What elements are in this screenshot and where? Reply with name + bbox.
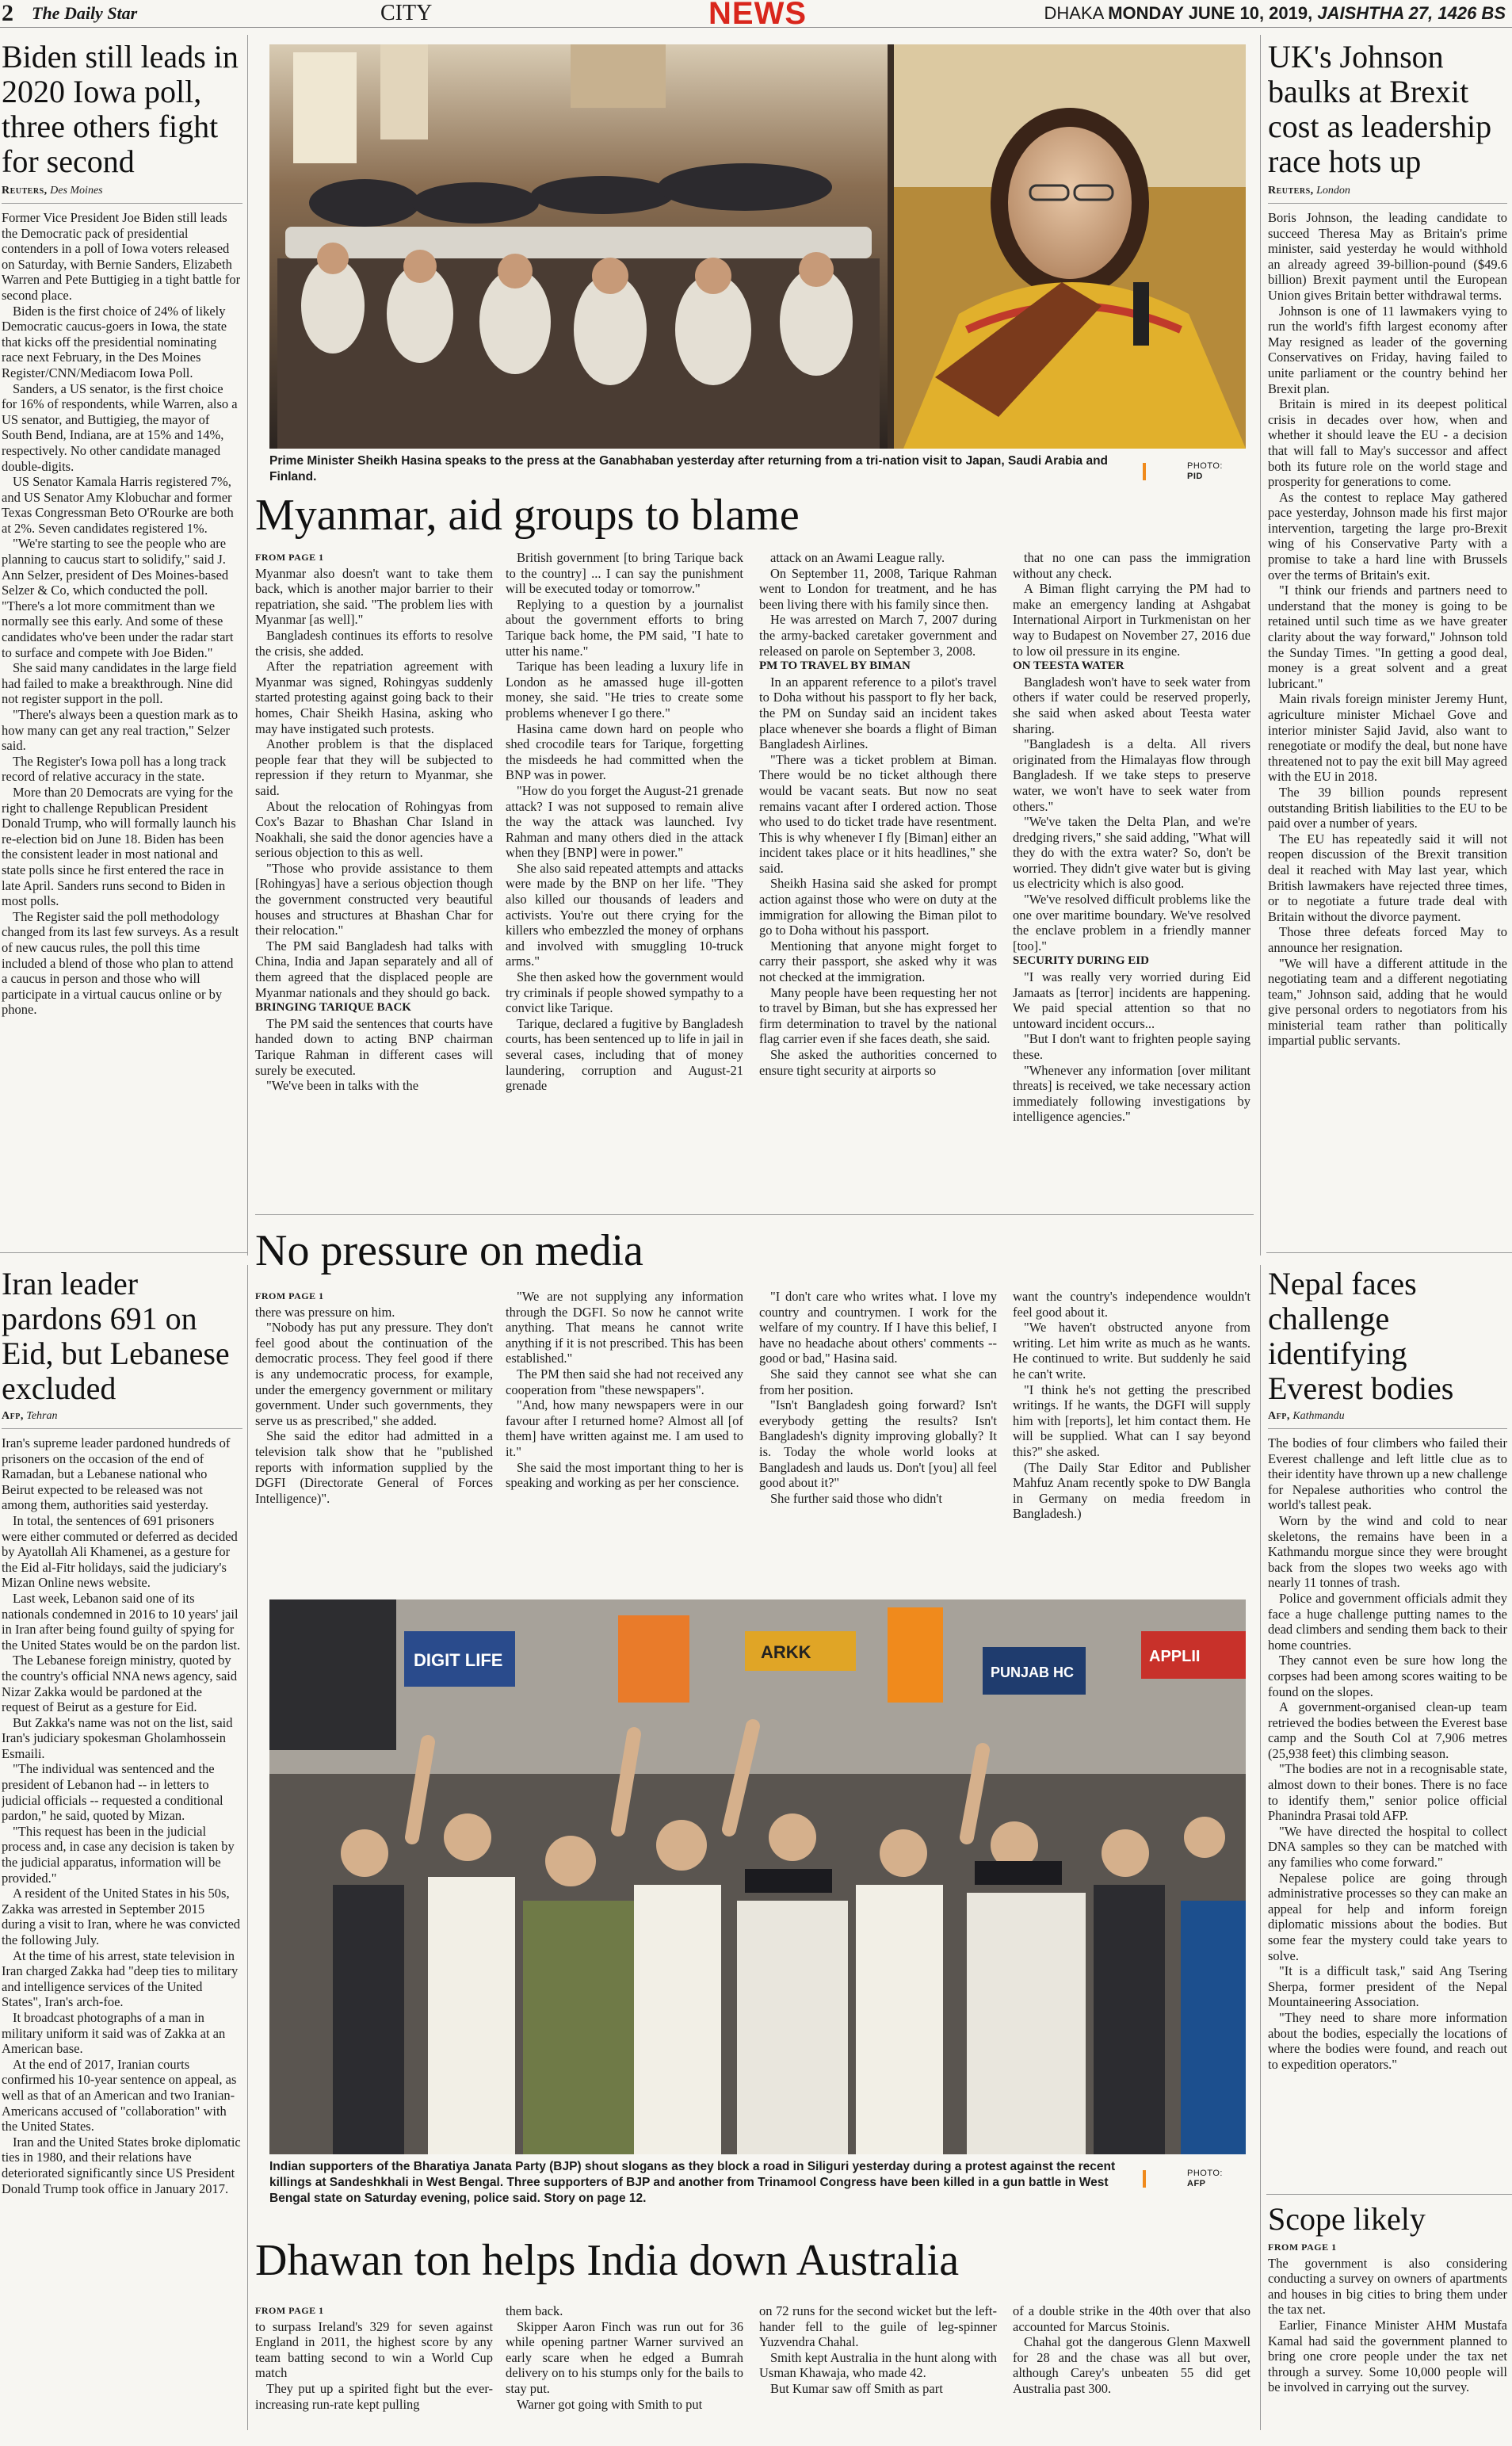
- column-rule: [247, 1265, 248, 2430]
- shop-sign-appli: APPLII: [1149, 1648, 1201, 1665]
- paragraph: (The Daily Star Editor and Publisher Mahfuz Anam recently spoke to DW Bangla in Germany on media freedom in Bangladesh.): [1013, 1459, 1250, 1522]
- paragraph: "Isn't Bangladesh going forward? Isn't everybody getting the results? Isn't Bangladesh's dignity improving globally? It is. Today the whole world looks at Bangladesh and lauds us. Don't [you] all feel good about it?": [759, 1397, 997, 1491]
- paragraph: "There's always been a question mark as to how many can get any real traction," Selzer said.: [2, 707, 239, 754]
- shop-sign-arkk: ARKK: [761, 1642, 811, 1662]
- paragraph: Nepalese police are going through administrative processes so they can make an appeal for help and inform foreign diplomatic missions about the bodies. But some fear the mystery could take years to solve.: [1268, 1870, 1507, 1963]
- byline-rule: [2, 203, 242, 204]
- paragraph: Another problem is that the displaced people fear that they will be subjected to repression if they return to Myanmar, she said.: [255, 736, 493, 798]
- paragraph: "Nobody has put any pressure. They don't feel good about the continuation of the democratic process. They feel good if there is any undemocratic process, for example, under the emergency government or military government. Under such governments, they serve us as prescribed," she added.: [255, 1320, 493, 1428]
- paragraph: She asked the authorities concerned to ensure tight security at airports so: [759, 1047, 997, 1078]
- body-media-col-4: [1013, 1289, 1250, 1590]
- paragraph: A Biman flight carrying the PM had to make an emergency landing at Ashgabat International Airport in Turkmenistan on her way to Budapest on November 27, 2016 due to low oil pressure in its engine.: [1013, 581, 1250, 659]
- paragraph: want the country's independence wouldn't feel good about it.: [1013, 1289, 1250, 1320]
- byline-nepal: Afp, Kathmandu: [1268, 1410, 1345, 1422]
- paragraph: Tarique, declared a fugitive by Bangladesh courts, has been sentenced up to life in jail in several cases, including that of money laundering, corruption and August-21 grenade: [506, 1015, 743, 1094]
- headline-media: No pressure on media: [255, 1226, 643, 1275]
- paragraph: on 72 runs for the second wicket but the left-hander fell to the guile of leg-spinner Yuzvendra Chahal.: [759, 2303, 997, 2350]
- paragraph: Bangladesh won't have to seek water from others if water could be reserved properly, she said when asked about Teesta water sharing.: [1013, 674, 1250, 736]
- column-rule: [1260, 1265, 1261, 2430]
- paragraph: After the repatriation agreement with Myanmar was signed, Rohingyas suddenly started protesting against going back to their homes, Chair Sheikh Hasina, asking who may have instigated such protests.: [255, 659, 493, 736]
- paragraph: "They need to share more information about the bodies, especially the locations of where the bodies were found, and reach out to expedition operators.": [1268, 2009, 1507, 2072]
- paragraph: "And, how many newspapers were in our favour after I returned home? Almost all [of them] have written against me. I am used to it.": [506, 1397, 743, 1459]
- paragraph: "We've been in talks with the: [266, 1078, 419, 1094]
- paragraph: them back.: [506, 2303, 563, 2318]
- article-uk: [1268, 40, 1507, 1240]
- paragraph: Warner got going with Smith to put: [517, 2396, 703, 2412]
- paragraph: In total, the sentences of 691 prisoners were either commuted or deferred as decided by Ayatollah Ali Khamenei, as a gesture for the Eid al-Fitr holidays, said the judiciary's Mizan Online news website.: [2, 1512, 238, 1591]
- body-myanmar-col-4: [1013, 550, 1250, 1208]
- paragraph: The Lebanese foreign ministry, quoted by the country's official NNA news agency, said Nizar Zakka would be pardoned at the request of Beirut as a gesture for Eid.: [2, 1653, 238, 1715]
- subheading: SECURITY DURING EID: [1013, 954, 1149, 968]
- paragraph: Skipper Aaron Finch was run out for 36 while opening partner Warner survived an early scare when he edged a Bumrah delivery on to his stumps only for the bails to stay put.: [506, 2318, 743, 2396]
- paragraph: to surpass Ireland's 329 for seven against England in 2011, the highest score by any team batting second to win a World Cup match: [255, 2318, 493, 2381]
- paragraph: Last week, Lebanon said one of its nationals condemned in 2016 to 10 years' jail in Iran after being found guilty of spying for the United States would be on the pardon list.: [2, 1590, 241, 1653]
- body-uk: [1268, 210, 1507, 1240]
- body-nepal: [1268, 1435, 1507, 2196]
- headline-biden: Biden still leads in 2020 Iowa poll, three others fight for second: [2, 39, 239, 179]
- paragraph: US Senator Kamala Harris registered 7%, and US Senator Amy Klobuchar and former Texas Congressman Beto O'Rourke are both at 2%. Seven candidates registered 1%.: [2, 474, 234, 536]
- paragraph: "We are not supplying any information through the DGFI. So now he cannot write anything. That means he cannot write anything if it is not prescribed. This has been established.": [506, 1289, 743, 1366]
- paragraph: Former Vice President Joe Biden still leads the Democratic pack of presidential contenders in a poll of Iowa voters released on Saturday, with Bernie Sanders, Elizabeth Warren and Pete Buttigieg in a tight battle for second place.: [2, 210, 241, 303]
- from-page-label: FROM PAGE 1: [1268, 2242, 1337, 2253]
- paragraph: "It is a difficult task," said Ang Tsering Sherpa, former president of the Nepal Mountaineering Association.: [1268, 1963, 1507, 2010]
- paragraph: As the contest to replace May gathered pace yesterday, Johnson made his first major intervention, targeting the large pro-Brexit wing of his Conservative Party with a promise to take a hard line with Brussels over the terms of Britain's exit.: [1268, 489, 1507, 583]
- paragraph: The bodies of four climbers who failed their Everest challenge and left little clue as to their identity have thrown up a new challenge for Nepalese authorities who control the world's tallest peak.: [1268, 1435, 1507, 1513]
- paragraph: They put up a spirited fight but the ever-increasing run-rate kept pulling: [255, 2380, 493, 2412]
- paragraph: She also said repeated attempts and attacks were made by the BNP on her life. "They also killed our thousands of leaders and activists. You're out there crying for the killers who embezzled the money of orphans and involved with smuggling 10-truck arms.": [506, 860, 743, 969]
- dateline: DHAKA MONDAY JUNE 10, 2019, JAISHTHA 27, 1426 BS: [1044, 3, 1506, 23]
- subheading: ON TEESTA WATER: [1013, 659, 1124, 673]
- paragraph: "We've resolved difficult problems like the one over maritime boundary. We've resolved the enclave problem in a friendly manner [too].": [1013, 892, 1250, 954]
- column-rule: [1260, 35, 1261, 1255]
- paragraph: Chahal got the dangerous Glenn Maxwell for 28 and the chase was all but over, although Carey's unbeaten 55 did get Australia past 300.: [1013, 2334, 1250, 2396]
- paragraph: "The bodies are not in a recognisable state, almost down to their bones. There is no face to identify them," senior police official Phanindra Prasai told AFP.: [1268, 1761, 1507, 1824]
- paper-name-logo: The Daily Star: [32, 3, 138, 23]
- paragraph: A government-organised clean-up team retrieved the bodies between the Everest base camp and the South Col at 7,906 metres (25,938 feet) this climbing season.: [1268, 1699, 1507, 1761]
- photo-credit-bar: [1143, 2170, 1146, 2188]
- paragraph: "We've taken the Delta Plan, and we're dredging rivers," she said adding, "What will they do with the extra water? So, don't be worried. They didn't give water but is giving us electricity which is also good.: [1013, 814, 1250, 892]
- paragraph: Those three defeats forced May to announce her resignation.: [1268, 924, 1507, 955]
- from-page-label: FROM PAGE 1: [255, 552, 324, 563]
- paragraph: "I don't care who writes what. I love my country and countrymen. I work for the welfare of my country. If I have this belief, I have no headache about others' comments -- good or bad," Hasina said.: [759, 1289, 997, 1366]
- paragraph: Hasina came down hard on people who shed crocodile tears for Tarique, forgetting the misdeeds he had committed when the BNP was in power.: [506, 720, 743, 783]
- photo-credit-2: PHOTO: AFP: [1187, 2169, 1223, 2188]
- paragraph: Replying to a question by a journalist about the government efforts to bring Tarique back home, the PM said, "I hate to utter his name.": [506, 596, 743, 659]
- body-myanmar-col-1: [255, 550, 493, 1208]
- paragraph: The PM said the sentences that courts have handed down to acting BNP chairman Tarique Rahman in different cases will surely be executed.: [255, 1015, 493, 1078]
- page-number: 2: [2, 0, 13, 26]
- body-iran: [2, 1435, 241, 2371]
- byline-biden: Reuters, Des Moines: [2, 185, 103, 197]
- byline-rule: [1268, 1428, 1507, 1429]
- paragraph: Many people have been requesting her not to travel by Biman, but she has expressed her firm determination to travel by the national flag carrier even if she faces death, she said.: [759, 984, 997, 1047]
- article-iran: [2, 1267, 242, 2371]
- paragraph: Britain is mired in its deepest political crisis in decades over how, when and whether it should leave the EU - a decision that will fall to May's successor and affect both its future role on the world stage and prosperity for generations to come.: [1268, 396, 1507, 490]
- paragraph: The PM then said she had not received any cooperation from "these newspapers".: [506, 1366, 743, 1397]
- paragraph: Smith kept Australia in the hunt along with Usman Khawaja, who made 42.: [759, 2349, 997, 2381]
- paragraph: He was arrested on March 7, 2007 during the army-backed caretaker government and released on parole on September 3, 2008.: [759, 612, 997, 659]
- body-dhawan-col-2: [506, 2303, 743, 2436]
- subheading: BRINGING TARIQUE BACK: [255, 1001, 411, 1015]
- paragraph: The 39 billion pounds represent outstanding British liabilities to the EU to be paid over a number of years.: [1268, 784, 1507, 831]
- body-scope: [1268, 2240, 1507, 2446]
- byline-iran: Afp, Tehran: [2, 1410, 58, 1422]
- paragraph: Main rivals foreign minister Jeremy Hunt, agriculture minister Michael Gove and interior minister Sajid Javid, also want to renegotiate or modify the deal, but none have threatened not to pay the exit bill May agreed with the EU in 2018.: [1268, 691, 1507, 785]
- body-biden: [2, 210, 241, 1240]
- shop-sign-digitlife: DIGIT LIFE: [414, 1650, 503, 1670]
- paragraph: About the relocation of Rohingyas from Cox's Bazar to Bhashan Char Island in Noakhali, she said the donor agencies have a serious objection to this as well.: [255, 798, 493, 861]
- paragraph: "I think our friends and partners need to understand that the money is going to be retained until such time as we have greater clarity about the way forward," Johnson told the Sunday Times. "In getting a good deal, money is a great solvent and a great lubricant.": [1268, 583, 1507, 691]
- masthead: [0, 0, 1512, 31]
- body-media-col-3: [759, 1289, 997, 1590]
- from-page-label: FROM PAGE 1: [255, 1290, 324, 1301]
- caption-photo-2: Indian supporters of the Bharatiya Janata Party (BJP) shout slogans as they block a road in Siliguri yesterday during a protest against the recent killings at Sandeshkhali in West Bengal. Three supporters of BJP and another from Trinamool Congress have been killed in a gun battle in West Bengal state on Saturday evening, police said. Story on page 12.: [269, 2160, 1116, 2205]
- photo-credit-1: PHOTO: PID: [1187, 461, 1223, 481]
- paragraph: "The individual was sentenced and the president of Lebanon had -- in letters to judicial officials -- requested a conditional pardon," he said, quoted by Mizan.: [2, 1761, 223, 1824]
- paragraph: attack on an Awami League rally.: [770, 550, 945, 565]
- article-biden: [2, 40, 242, 1240]
- shop-sign-punjab: PUNJAB HC: [991, 1664, 1075, 1680]
- byline-rule: [2, 1428, 242, 1429]
- paragraph: "I think he's not getting the prescribed writings. If he wants, the DGFI will supply him with [reports], let him contact them. He will be supplied. What can I say beyond this?" she asked.: [1013, 1382, 1250, 1459]
- news-label: NEWS: [708, 0, 807, 31]
- paragraph: Boris Johnson, the leading candidate to succeed Theresa May as Britain's prime minister, said yesterday he would withhold an already agreed 39-billion-pound ($49.6 billion) Brexit payment until the European Union gives Britain better withdrawal terms.: [1268, 210, 1507, 303]
- photo-bjp-protest: [269, 1599, 1246, 2154]
- headline-iran: Iran leader pardons 691 on Eid, but Lebanese excluded: [2, 1266, 230, 1406]
- section-rule: [255, 1214, 1254, 1215]
- body-media-col-1: [255, 1289, 493, 1590]
- paragraph: The Register's Iowa poll has a long track record of relative accuracy in the state.: [2, 753, 227, 785]
- paragraph: "We have directed the hospital to collect DNA samples so they can be matched with any families who come forward.": [1268, 1823, 1507, 1871]
- paragraph: At the end of 2017, Iranian courts confirmed his 10-year sentence on appeal, as well as that of an American and two Iranian-Americans accused of "collaboration" with the United States.: [2, 2056, 237, 2135]
- paragraph: She said the editor had admitted in a television talk show that he "published reports with information supplied by the DGFI (Directorate General of Forces Intelligence)".: [255, 1428, 493, 1506]
- headline-scope: Scope likely: [1268, 2201, 1426, 2237]
- paragraph: She said many candidates in the large field had failed to make a breakthrough. Nine did not register support in the poll.: [2, 660, 237, 707]
- paragraph: It broadcast photographs of a man in military uniform it said was of Zakka at an American base.: [2, 2009, 226, 2057]
- paragraph: "Whenever any information [over militant threats] is received, we take necessary action immediately following investigations by intelligence agencies.": [1013, 1062, 1250, 1125]
- paragraph: Iran and the United States broke diplomatic ties in 1980, and their relations have deteriorated significantly since US President Donald Trump took office in January 2017.: [2, 2134, 241, 2196]
- paragraph: there was pressure on him.: [255, 1304, 395, 1320]
- paragraph: She said they cannot see what she can from her position.: [759, 1366, 997, 1397]
- article-nepal: [1268, 1267, 1507, 2196]
- paragraph: Worn by the wind and cold to near skeletons, the remains have been in a Kathmandu morgue since they were brought back from the slopes two weeks ago with nearly 11 tonnes of trash.: [1268, 1512, 1507, 1591]
- paragraph: On September 11, 2008, Tarique Rahman went to London for treatment, and he has been living there with his family since then.: [759, 565, 997, 612]
- paragraph: "Those who provide assistance to them [Rohingyas] have a serious objection though the government constructed very beautiful houses and structures at Bhashan Char for their relocation.": [255, 860, 493, 938]
- paragraph: But Kumar saw off Smith as part: [770, 2380, 943, 2396]
- paragraph: Biden is the first choice of 24% of likely Democratic caucus-goers in Iowa, the state that kicks off the presidential nominating race next February, in the Des Moines Register/CNN/Mediacom Iowa Poll.: [2, 303, 227, 380]
- paragraph: that no one can pass the immigration without any check.: [1013, 550, 1250, 581]
- paragraph: "How do you forget the August-21 grenade attack? I was not supposed to remain alive the way the attack was launched. Ivy Rahman and many others died in the attack when they [BNP] were in power.": [506, 782, 743, 861]
- section-rule: [0, 1252, 247, 1253]
- headline-nepal: Nepal faces challenge identifying Everest bodies: [1268, 1266, 1454, 1406]
- body-myanmar-col-3: [759, 550, 997, 1208]
- caption-photo-1: Prime Minister Sheikh Hasina speaks to the press at the Ganabhaban yesterday after returning from a tri-nation visit to Japan, Saudi Arabia and Finland.: [269, 454, 1109, 483]
- column-rule: [247, 35, 248, 1255]
- paragraph: In an apparent reference to a pilot's travel to Doha without his passport to fly her back, the PM on Sunday said an incident takes place whenever she boards a flight of Biman Bangladesh Airlines.: [759, 674, 997, 752]
- body-dhawan-col-3: [759, 2303, 997, 2436]
- body-myanmar-col-2: [506, 550, 743, 1208]
- paragraph: "There was a ticket problem at Biman. There would be no ticket although there would be vacant seats. But now no seat remains vacant after I ordered action. Those who used to do ticket trade have resentment. This is why whenever I fly [Biman] either an incident takes place or it hits headlines," she said.: [759, 751, 997, 876]
- paragraph: The Register said the poll methodology changed from its last few surveys. As a result of new caucus rules, the poll this time included a blend of those who plan to attend a caucus in person and those who will participate in a virtual caucus online or by phone.: [2, 908, 239, 1018]
- paragraph: "We're starting to see the people who are planning to caucus start to solidify," said J. Ann Selzer, president of Des Moines-based Selzer & Co, which conducted the poll. "There's a lot more commitment than we normally see this early. And some of these candidates who've been under the radar start to surface and compete with Joe Biden.": [2, 536, 234, 660]
- paragraph: Johnson is one of 11 lawmakers vying to run the world's fifth largest economy after May resigned as leader of the governing Conservatives on Friday, having failed to unite parliament or the country behind her Brexit plan.: [1268, 303, 1507, 396]
- paragraph: The PM said Bangladesh had talks with China, India and Japan separately and all of them agreed that the displaced people are Myanmar nationals and they should go back.: [255, 938, 493, 1000]
- section-label: CITY: [380, 1, 433, 25]
- section-rule: [1266, 1252, 1512, 1253]
- paragraph: At the time of his arrest, state television in Iran charged Zakka had "deep ties to military and intelligence services of the United States", Iran's arch-foe.: [2, 1947, 239, 2010]
- paragraph: "But I don't want to frighten people saying these.: [1013, 1031, 1250, 1062]
- headline-dhawan: Dhawan ton helps India down Australia: [255, 2236, 960, 2285]
- paragraph: But Zakka's name was not on the list, said Iran's judiciary spokesman Gholamhossein Esmaili.: [2, 1714, 233, 1761]
- paragraph: Sheikh Hasina said she asked for prompt action against those who were on duty at the immigration for allowing the Biman pilot to go to Doha without his passport.: [759, 876, 997, 938]
- byline-rule: [1268, 203, 1507, 204]
- paragraph: Myanmar also doesn't want to take them back, which is another major barrier to their repatriation, she said. "The problem lies with Myanmar [as well].": [255, 565, 493, 628]
- paragraph: She further said those who didn't: [770, 1490, 942, 1506]
- byline-uk: Reuters, London: [1268, 185, 1350, 197]
- paragraph: "This request has been in the judicial process and, in case any decision is taken by the judicial apparatus, information will be provided.": [2, 1823, 235, 1886]
- paragraph: Bangladesh continues its efforts to resolve the crisis, she added.: [255, 627, 493, 659]
- photo-press-conference: [269, 44, 1246, 449]
- paragraph: "We will have a different attitude in the negotiating team and a different negotiating team," Johnson said, adding that he would give personal orders to negotiators from his ministerial team rather than politically impartial public servants.: [1268, 955, 1507, 1049]
- paragraph: Mentioning that anyone might forget to carry their passport, she asked why it was not checked at the immigration.: [759, 938, 997, 985]
- paragraph: "I was really very worried during Eid Jamaats as [terror] incidents are happening. We paid special attention so that no untoward incident occurs...: [1013, 969, 1250, 1031]
- article-scope: [1268, 2202, 1507, 2446]
- paragraph: Iran's supreme leader pardoned hundreds of prisoners on the occasion of the end of Ramadan, but a Lebanese national who Beirut expected to be released was not among them, authorities said yesterday.: [2, 1435, 231, 1513]
- paragraph: More than 20 Democrats are vying for the right to challenge Republican President Donald Trump, who will formally launch his re-election bid on June 18. Biden has been the consistent leader in most national and state polls since he first entered the race in late April. Sanders runs second to Biden in most polls.: [2, 784, 236, 909]
- body-dhawan-col-1: [255, 2303, 493, 2436]
- photo-bjp-protest-image: [269, 1599, 1246, 2154]
- paragraph: of a double strike in the 40th over that also accounted for Marcus Stoinis.: [1013, 2303, 1250, 2334]
- paragraph: Tarique has been leading a luxury life in London as he amassed huge ill-gotten money, she said. "He tries to create some problems whenever I go there.": [506, 659, 743, 720]
- paragraph: A resident of the United States in his 50s, Zakka was arrested in September 2015 during a visit to Iran, where he was convicted the following July.: [2, 1886, 241, 1947]
- paragraph: British government [to bring Tarique back to the country] ... I can say the punishment will be executed today or tomorrow.": [506, 550, 743, 597]
- paragraph: The EU has repeatedly said it will not reopen discussion of the Brexit transition deal it reached with May last year, which British lawmakers have rejected three times, or to negotiate a future trade deal with Britain without the divorce payment.: [1268, 831, 1507, 924]
- photo-press-conference-image: [269, 44, 1246, 449]
- subheading: PM TO TRAVEL BY BIMAN: [759, 659, 911, 673]
- paragraph: "Bangladesh is a delta. All rivers originated from the Himalayas flow through Bangladesh. If we take steps to preserve water, we won't have to seek water from others.": [1013, 736, 1250, 814]
- headline-uk: UK's Johnson baulks at Brexit cost as leadership race hots up: [1268, 39, 1492, 179]
- from-page-label: FROM PAGE 1: [255, 2305, 324, 2316]
- body-dhawan-col-4: [1013, 2303, 1250, 2436]
- paragraph: She then asked how the government would try criminals if people showed sympathy to a convict like Tarique.: [506, 969, 743, 1016]
- body-media-col-2: [506, 1289, 743, 1590]
- photo-credit-bar: [1143, 463, 1146, 480]
- paragraph: Police and government officials admit they face a huge challenge putting names to the dead climbers and sending them back to their home countries.: [1268, 1590, 1507, 1653]
- paragraph: They cannot even be sure how long the corpses had been among scores waiting to be found on the slopes.: [1268, 1653, 1507, 1699]
- paragraph: The government is also considering conducting a survey on owners of apartments and houses in big cities to bring them under the tax net.: [1268, 2255, 1507, 2318]
- paragraph: "We haven't obstructed anyone from writing. Let him write as much as he wants. He continued to write. But suddenly he said he can't write.: [1013, 1320, 1250, 1382]
- paragraph: She said the most important thing to her is speaking and working as per her conscience.: [506, 1459, 743, 1491]
- headline-myanmar: Myanmar, aid groups to blame: [255, 491, 800, 540]
- paragraph: Earlier, Finance Minister AHM Mustafa Kamal had said the government planned to bring one crore people under the tax net through a survey. Some 10,000 people will be involved in carrying out the survey.: [1268, 2317, 1507, 2395]
- paragraph: Sanders, a US senator, is the first choice for 16% of respondents, while Warren, also a US senator, and Buttigieg, the mayor of South Bend, Indiana, are at 15% and 14%, respectively. No other candidate managed double-digits.: [2, 380, 238, 474]
